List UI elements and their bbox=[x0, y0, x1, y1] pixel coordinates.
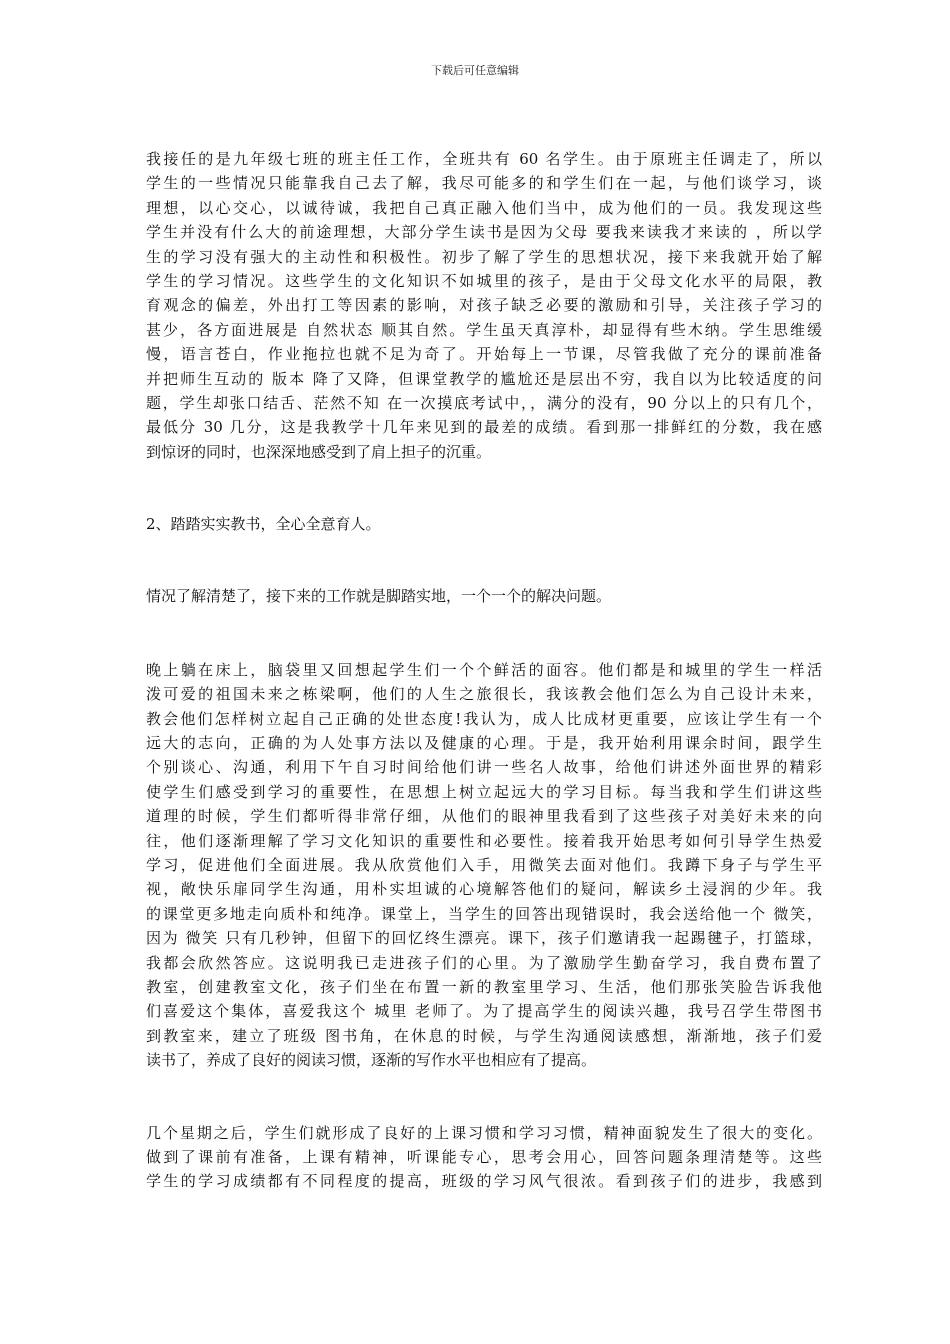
text-line: 使学生们感受到学习的重要性，在思想上树立起远大的学习目标。每当我和学生们讲这些 bbox=[146, 782, 822, 801]
text-line: 学习，促进他们全面进展。我从欣赏他们入手，用微笑去面对他们。我蹲下身子与学生平 bbox=[146, 855, 822, 874]
paragraph-intro bbox=[146, 584, 822, 608]
text-line: 到教室来，建立了班级 图书角，在休息的时候，与学生沟通阅读感想，渐渐地，孩子们爱 bbox=[146, 1026, 822, 1045]
text-line: 我都会欣然答应。这说明我已走进孩子们的心里。为了激励学生勤奋学习，我自费布置了 bbox=[146, 953, 822, 972]
text-line: 的课堂更多地走向质朴和纯净。课堂上，当学生的回答出现错误时，我会送给他一个 微笑， bbox=[146, 904, 822, 923]
text-line: 视，敞快乐扉同学生沟通，用朴实坦诚的心境解答他们的疑问，解读乡土浸润的少年。我 bbox=[146, 880, 822, 899]
text-line: 泼可爱的祖国未来之栋梁啊，他们的人生之旅很长，我该教会他们怎么为自己设计未来， bbox=[146, 685, 822, 704]
text-line: 往，他们逐渐理解了学习文化知识的重要性和必要性。接着我开始思考如何引导学生热爱 bbox=[146, 831, 822, 850]
text-line: 读书了，养成了良好的阅读习惯，逐渐的写作水平也相应有了提高。 bbox=[146, 1051, 597, 1070]
heading-text: 2、踏踏实实教书，全心全意育人。 bbox=[146, 515, 381, 534]
text-line: 最低分 30 几分，这是我教学十几年来见到的最差的成绩。看到那一排鲜红的分数，我在感 bbox=[146, 418, 822, 437]
text-line: 们喜爱这个集体，喜爱我这个 城里 老师了。为了提高学生的阅读兴趣，我号召学生带图书 bbox=[146, 1002, 822, 1021]
page-header: 下载后可任意编辑 bbox=[431, 64, 519, 77]
text-line: 我接任的是九年级七班的班主任工作，全班共有 60 名学生。由于原班主任调走了，所以 bbox=[146, 150, 822, 168]
text-line: 育观念的偏差，外出打工等因素的影响，对孩子缺乏必要的激励和引导，关注孩子学习的 bbox=[146, 296, 822, 315]
section-heading bbox=[146, 512, 822, 536]
text-line: 做到了课前有准备，上课有精神，听课能专心，思考会用心，回答问题条理清楚等。这些 bbox=[146, 1147, 822, 1166]
text-line: 并把师生互动的 版本 降了又降，但课堂教学的尴尬还是层出不穷，我自以为比较适度的问 bbox=[146, 369, 822, 388]
text-line: 学生的一些情况只能靠我自己去了解，我尽可能多的和学生们在一起，与他们谈学习，谈 bbox=[146, 174, 822, 193]
text-line: 晚上躺在床上，脑袋里又回想起学生们一个个鲜活的面容。他们都是和城里的学生一样活 bbox=[146, 660, 822, 679]
text-line: 慢，语言苍白，作业拖拉也就不足为奇了。开始每上一节课，尽管我做了充分的课前准备 bbox=[146, 345, 822, 364]
text-line: 情况了解清楚了，接下来的工作就是脚踏实地，一个一个的解决问题。 bbox=[146, 587, 612, 606]
text-line: 道理的时候，学生们都听得非常仔细，从他们的眼神里我看到了这些孩子对美好未来的向 bbox=[146, 807, 822, 826]
paragraph-education bbox=[146, 658, 822, 1073]
paragraph-progress bbox=[146, 1121, 822, 1194]
text-line: 学生的学习情况。这些学生的文化知识不如城里的孩子，是由于父母文化水平的局限，教 bbox=[146, 271, 822, 290]
text-line: 题，学生却张口结舌、茫然不知 在一次摸底考试中，，满分的没有，90 分以上的只有几个， bbox=[146, 393, 822, 412]
text-line: 甚少，各方面进展是 自然状态 顺其自然。学生虽天真淳朴，却显得有些木纳。学生思维缓 bbox=[146, 320, 822, 339]
text-line: 因为 微笑 只有几秒钟，但留下的回忆终生漂亮。课下，孩子们邀请我一起踢毽子，打篮球， bbox=[146, 929, 822, 948]
document-body bbox=[146, 147, 822, 1194]
text-line: 个别谈心、沟通，利用下午自习时间给他们讲一些名人故事，给他们讲述外面世界的精彩 bbox=[146, 758, 822, 777]
text-line: 理想，以心交心，以诚待诚，我把自己真正融入他们当中，成为他们的一员。我发现这些 bbox=[146, 198, 822, 217]
paragraph-class-situation bbox=[146, 147, 822, 464]
text-line: 学生并没有什么大的前途理想，大部分学生读书是因为父母 要我来读我才来读的 ，所以学 bbox=[146, 223, 822, 242]
text-line: 几个星期之后，学生们就形成了良好的上课习惯和学习习惯，精神面貌发生了很大的变化。 bbox=[146, 1123, 822, 1142]
text-line: 生的学习没有强大的主动性和积极性。初步了解了学生的思想状况，接下来我就开始了解 bbox=[146, 247, 822, 266]
text-line: 教会他们怎样树立起自己正确的处世态度!我认为，成人比成材更重要，应该让学生有一个 bbox=[146, 709, 822, 728]
text-line: 远大的志向，正确的为人处事方法以及健康的心理。于是，我开始利用课余时间，跟学生 bbox=[146, 734, 822, 753]
text-line: 到惊讶的同时，也深深地感受到了肩上担子的沉重。 bbox=[146, 442, 492, 461]
text-line: 教室，创建教室文化，孩子们坐在布置一新的教室里学习、生活，他们那张笑脸告诉我他 bbox=[146, 977, 822, 996]
text-line: 学生的学习成绩都有不同程度的提高，班级的学习风气很浓。看到孩子们的进步，我感到 bbox=[146, 1172, 822, 1191]
